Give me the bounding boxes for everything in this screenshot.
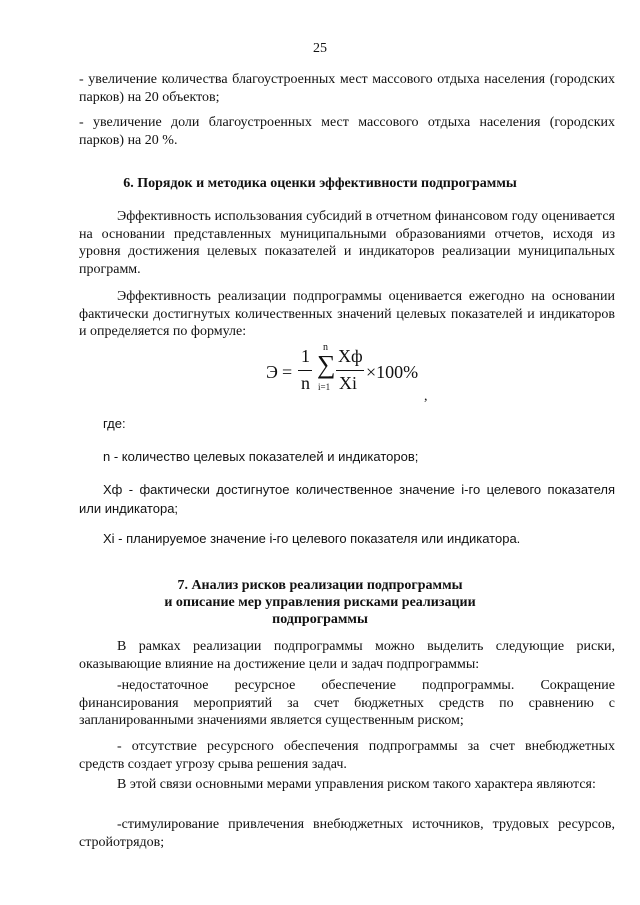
paragraph: Эффективность реализации подпрограммы оценивается ежегодно на основании фактически достигнутых количественных значений целевых показателей и индикаторов и определяется по формуле: <box>79 289 615 339</box>
formula-times: ×100% <box>366 362 419 382</box>
paragraph: -стимулирование привлечения внебюджетных источников, трудовых ресурсов, стройотрядов; <box>79 817 615 850</box>
where-label: где: <box>103 416 126 431</box>
formula-numerator: Хф <box>338 346 363 366</box>
formula-denominator: Хi <box>339 373 357 393</box>
section-7-title-line3: подпрограммы <box>272 612 368 627</box>
paragraph: В рамках реализации подпрограммы можно выделить следующие риски, оказывающие влияние на достижение цели и задач подпрограммы: <box>79 639 615 672</box>
fraction-bar <box>298 370 312 371</box>
section-6-title: 6. Порядок и методика оценки эффективности подпрограммы <box>123 176 517 191</box>
formula-one: 1 <box>301 346 310 366</box>
paragraph: В этой связи основными мерами управления риском такого характера являются: <box>117 777 596 792</box>
definition-xf: Хф - фактически достигнутое количественное значение i-го целевого показателя или индикатора; <box>79 482 615 516</box>
bullet-item: - увеличение доли благоустроенных мест массового отдыха населения (городских парков) на 20 %. <box>79 115 615 148</box>
fraction-bar <box>336 370 364 371</box>
section-7-title-line2: и описание мер управления рисками реализации <box>164 595 476 610</box>
sum-top: n <box>323 342 328 353</box>
formula-lhs: Э <box>266 362 278 382</box>
paragraph: - отсутствие ресурсного обеспечения подпрограммы за счет внебюджетных средств создает угрозу срыва решения задач. <box>79 739 615 772</box>
paragraph: Эффективность использования субсидий в отчетном финансовом году оценивается на основании представленных муниципальными образованиями отчетов, исходя из уровня достижения целевых показателей и индикаторов реализации муниципальных программ. <box>79 209 615 277</box>
formula-eq: = <box>282 362 293 382</box>
formula-comma: , <box>424 389 428 404</box>
bullet-item: - увеличение количества благоустроенных мест массового отдыха населения (городских парков) на 20 объектов; <box>79 72 615 105</box>
efficiency-formula <box>266 342 436 406</box>
page-number: 25 <box>313 41 327 56</box>
definition-n: n - количество целевых показателей и индикаторов; <box>103 449 419 464</box>
definition-xi: Хi - планируемое значение i-го целевого показателя или индикатора. <box>103 531 521 546</box>
sum-bottom: i=1 <box>318 382 331 392</box>
sum-sign: ∑ <box>317 350 336 379</box>
paragraph: -недостаточное ресурсное обеспечение подпрограммы. Сокращение финансирования мероприятий за счет бюджетных средств по сравнению с запланированными значениями является существенным риском; <box>79 678 615 728</box>
section-7-title-line1: 7. Анализ рисков реализации подпрограммы <box>177 578 463 593</box>
formula-n: n <box>301 373 310 393</box>
